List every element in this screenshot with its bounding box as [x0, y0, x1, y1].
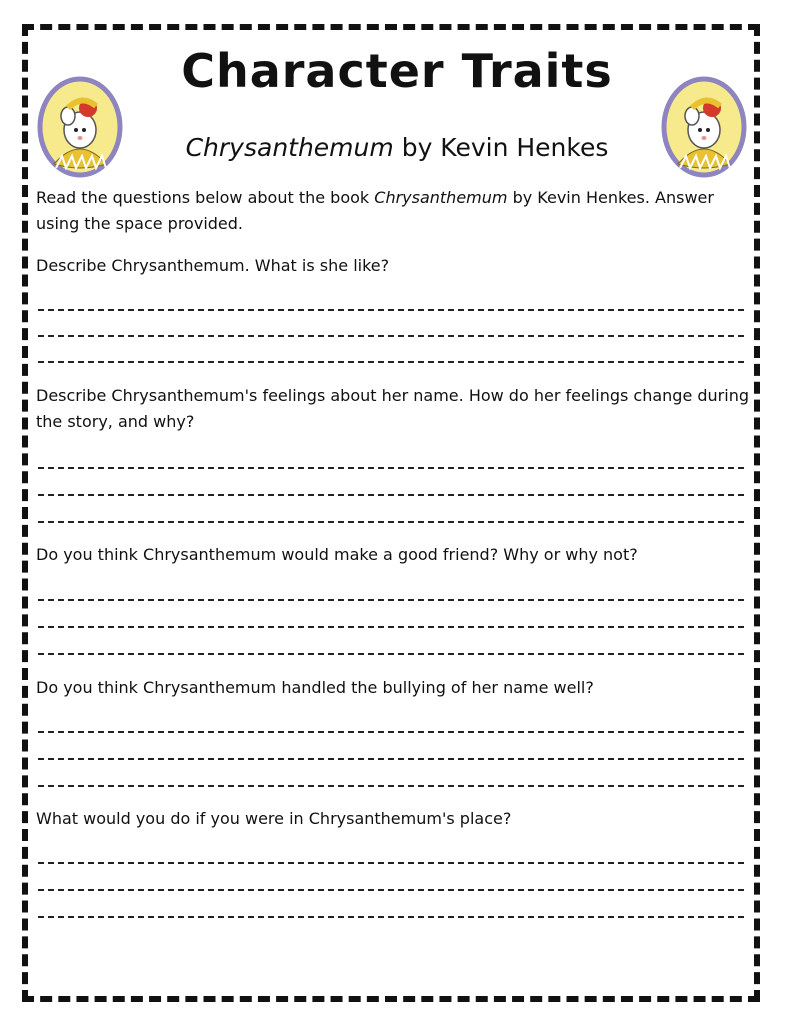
worksheet-subtitle	[0, 133, 794, 162]
answer-line[interactable]	[38, 626, 744, 628]
answer-line[interactable]	[38, 361, 744, 363]
answer-line[interactable]	[38, 758, 744, 760]
instructions-lead: Read the questions below about the book	[36, 188, 375, 207]
dashed-page-border	[22, 24, 760, 1002]
answer-line[interactable]	[38, 731, 744, 733]
subtitle-author: by Kevin Henkes	[393, 133, 609, 162]
answer-line[interactable]	[38, 494, 744, 496]
question-4: Do you think Chrysanthemum handled the bullying of her name well?	[36, 678, 594, 697]
question-1: Describe Chrysanthemum. What is she like?	[36, 256, 390, 275]
instructions-tail: by Kevin Henkes. Answer using the space provided.	[36, 188, 714, 233]
answer-line[interactable]	[38, 335, 744, 337]
question-5: What would you do if you were in Chrysanthemum's place?	[36, 809, 512, 828]
worksheet-title: Character Traits	[181, 44, 613, 98]
answer-line[interactable]	[38, 916, 744, 918]
answer-line[interactable]	[38, 521, 744, 523]
chrysanthemum-mouse-portrait-right	[656, 72, 752, 182]
answer-line[interactable]	[38, 309, 744, 311]
subtitle-book-title: Chrysanthemum	[185, 133, 394, 162]
answer-line[interactable]	[38, 653, 744, 655]
question-2: Describe Chrysanthemum's feelings about her name. How do her feelings change during the story, and why?	[36, 386, 749, 431]
chrysanthemum-mouse-portrait-left	[32, 72, 128, 182]
answer-line[interactable]	[38, 785, 744, 787]
answer-line[interactable]	[38, 862, 744, 864]
answer-line[interactable]	[38, 599, 744, 601]
question-3: Do you think Chrysanthemum would make a good friend? Why or why not?	[36, 545, 638, 564]
instructions-book-title: Chrysanthemum	[374, 188, 508, 207]
answer-line[interactable]	[38, 889, 744, 891]
answer-line[interactable]	[38, 467, 744, 469]
instructions	[36, 185, 754, 237]
